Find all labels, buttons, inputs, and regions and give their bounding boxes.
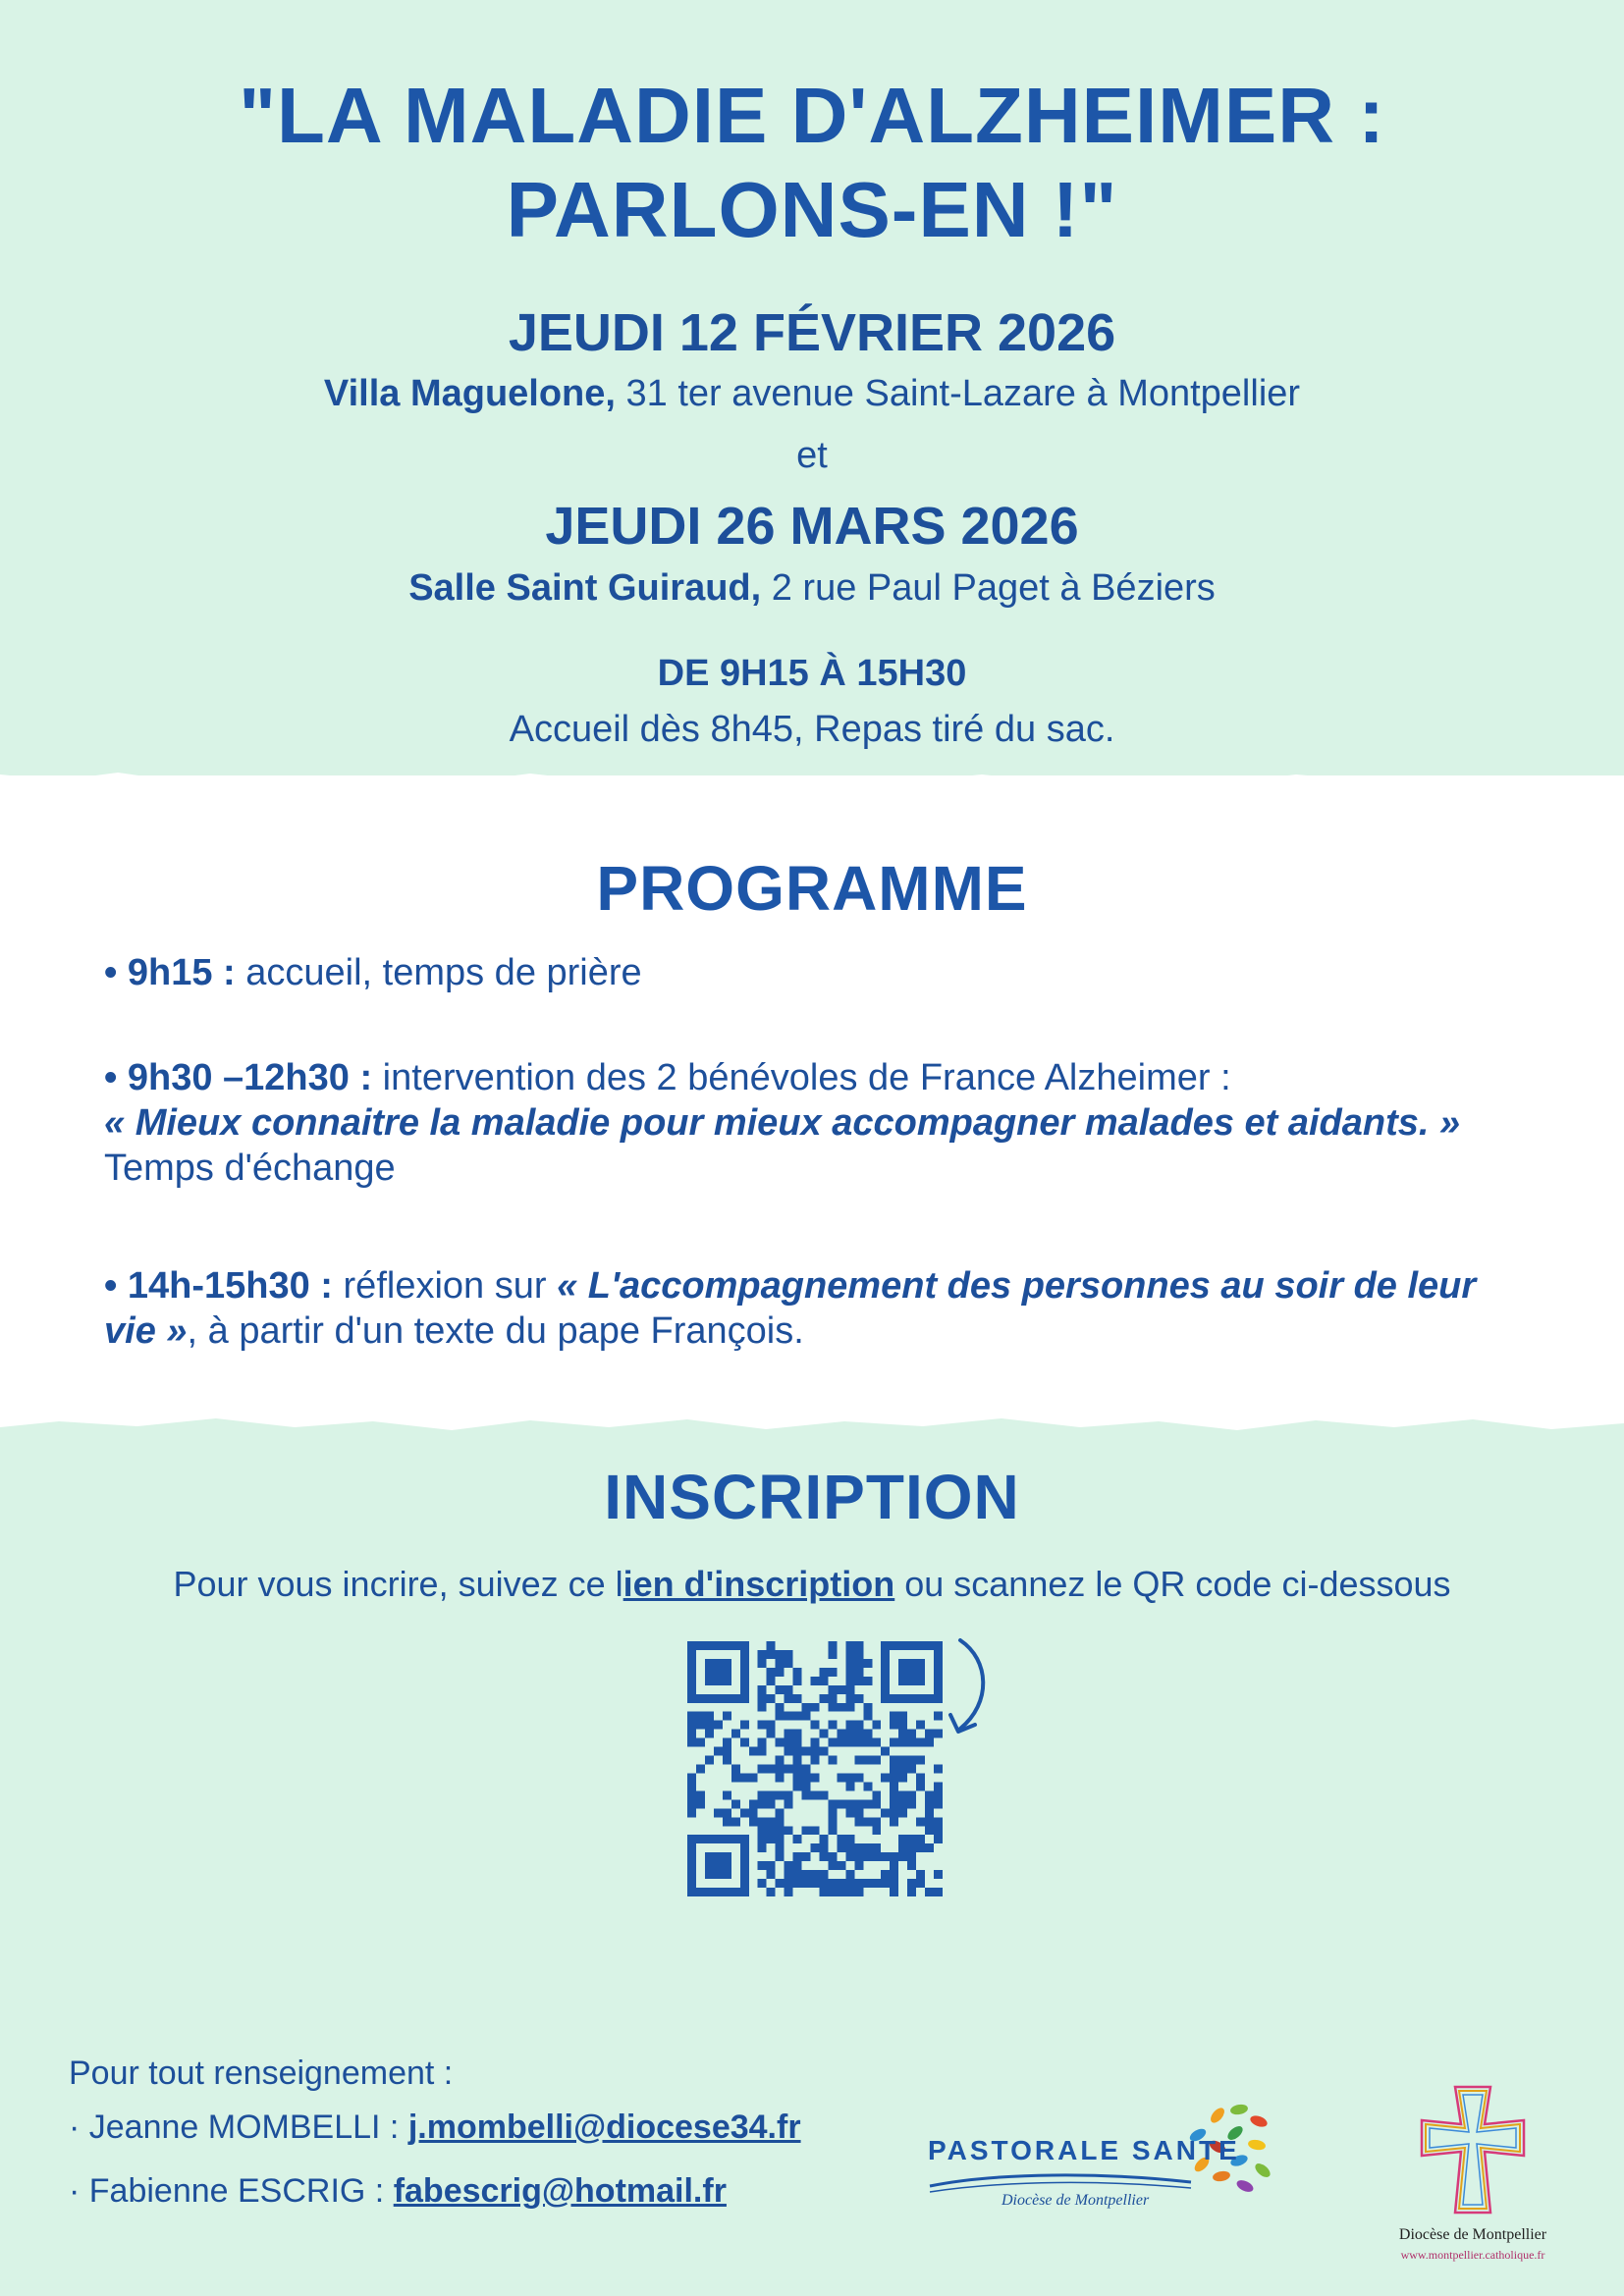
contact-person-1: [69, 2109, 801, 2147]
event-2-location: [0, 567, 1624, 610]
pastorale-sante-subtitle: Diocèse de Montpellier: [1001, 2192, 1150, 2209]
schedule-welcome: Accueil dès 8h45, Repas tiré du sac.: [509, 709, 1115, 750]
contact-2-email[interactable]: fabescrig@hotmail.fr: [393, 2172, 727, 2210]
programme-item-2-time: • 9h30 –12h30 :: [104, 1057, 373, 1098]
inscription-text-after: ou scannez le QR code ci-dessous: [894, 1564, 1451, 1604]
contact-2-name: · Fabienne ESCRIG :: [69, 2172, 385, 2210]
diocese-logo: [1375, 2071, 1571, 2268]
programme-item-2: [104, 1055, 1528, 1191]
events-connector: et: [796, 435, 828, 476]
pastorale-sante-logo: [928, 2096, 1291, 2233]
inscription-title: INSCRIPTION: [604, 1462, 1020, 1532]
inscription-text: [0, 1564, 1624, 1605]
torn-edge-top: [0, 761, 1624, 800]
pastorale-sante-text: PASTORALE SANTE: [928, 2135, 1240, 2165]
event-1-date: JEUDI 12 FÉVRIER 2026: [508, 303, 1116, 362]
arrow-icon: [943, 1634, 1001, 1742]
programme-item-2-extra: Temps d'échange: [104, 1148, 396, 1189]
torn-edge-bottom: [0, 1406, 1624, 1445]
title-line-2: PARLONS-EN !": [506, 166, 1118, 253]
programme-item-2-text: intervention des 2 bénévoles de France Alzheimer :: [372, 1057, 1231, 1098]
contact-1-email[interactable]: j.mombelli@diocese34.fr: [407, 2109, 801, 2146]
event-1-location: [0, 373, 1624, 415]
inscription-text-before: Pour vous incrire, suivez ce l: [173, 1564, 623, 1604]
contact-1-name: · Jeanne MOMBELLI :: [69, 2109, 400, 2146]
programme-item-2-quote: « Mieux connaitre la maladie pour mieux accompagner malades et aidants. »: [104, 1102, 1461, 1144]
event-2-date: JEUDI 26 MARS 2026: [545, 497, 1079, 556]
schedule-hours: DE 9H15 À 15H30: [657, 653, 967, 694]
programme-item-3: [104, 1263, 1528, 1354]
event-1-venue: Villa Maguelone,: [323, 373, 616, 414]
programme-title: PROGRAMME: [596, 853, 1028, 924]
event-2-venue: Salle Saint Guiraud,: [408, 567, 762, 609]
contact-intro: Pour tout renseignement :: [69, 2055, 454, 2092]
programme-item-1: [104, 950, 1528, 995]
event-1-address: 31 ter avenue Saint-Lazare à Montpellier: [615, 373, 1301, 414]
diocese-url[interactable]: www.montpellier.catholique.fr: [1400, 2248, 1545, 2262]
diocese-name: Diocèse de Montpellier: [1398, 2226, 1547, 2243]
programme-item-3-time: • 14h-15h30 :: [104, 1265, 333, 1307]
cross-icon: [1414, 2081, 1532, 2218]
event-2-address: 2 rue Paul Paget à Béziers: [761, 567, 1216, 609]
title-line-1: "LA MALADIE D'ALZHEIMER :: [239, 72, 1385, 159]
programme-item-1-text: accueil, temps de prière: [235, 952, 642, 993]
programme-item-3-text: réflexion sur: [332, 1265, 558, 1307]
programme-item-1-time: • 9h15 :: [104, 952, 236, 993]
contact-person-2: [69, 2172, 727, 2211]
qr-code[interactable]: [687, 1641, 943, 1896]
programme-item-3-quote: « L'accompagnement des personnes au soir de leur vie »: [104, 1265, 1477, 1352]
programme-item-3-extra: , à partir d'un texte du pape François.: [187, 1310, 804, 1352]
inscription-link[interactable]: ien d'inscription: [623, 1564, 895, 1604]
page-title: [0, 69, 1624, 257]
